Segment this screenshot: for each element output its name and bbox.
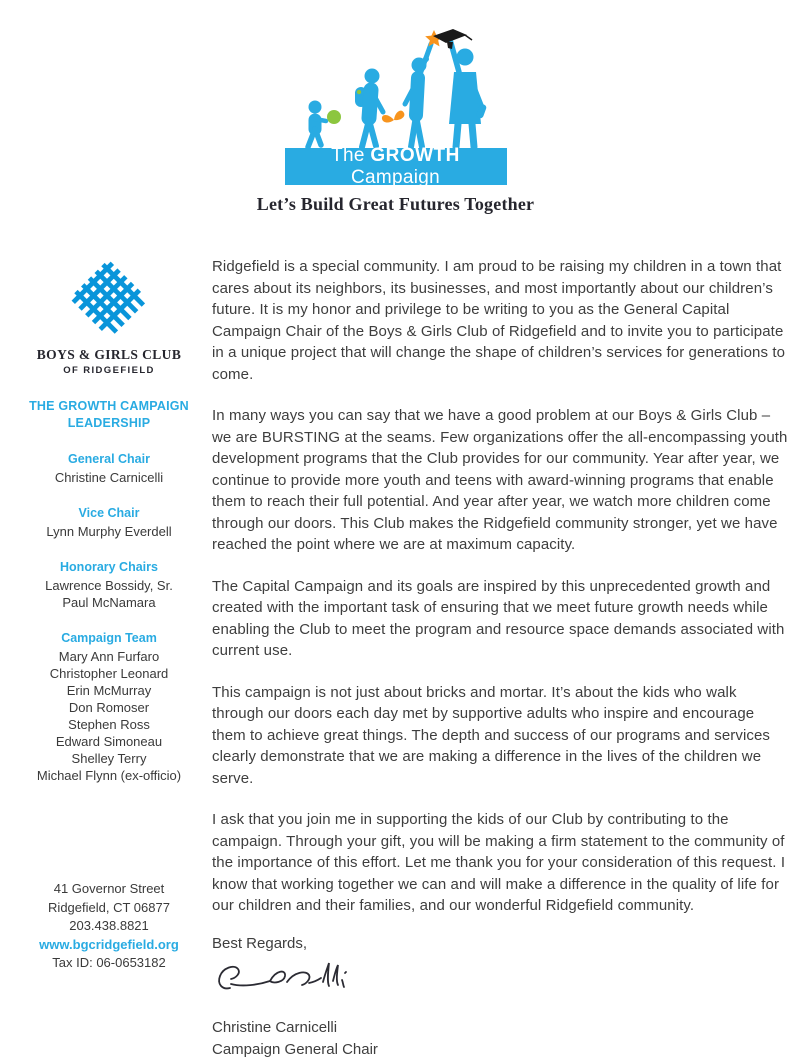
boys-girls-club-hands-icon: [61, 258, 157, 340]
person-name: Michael Flynn (ex-officio): [36, 767, 182, 783]
sidebar-section-general-chair: [16, 452, 202, 486]
website-link[interactable]: www.bgcridgefield.org: [39, 936, 179, 952]
org-subname: OF RIDGEFIELD: [63, 365, 155, 376]
contact-block: [16, 880, 202, 973]
sidebar-section-vice-chair: [16, 506, 202, 540]
campaign-banner: [285, 144, 507, 188]
banner-text: The GROWTH Campaign: [331, 144, 460, 188]
section-title: Campaign Team: [61, 630, 157, 645]
campaign-tagline: Let’s Build Great Futures Together: [256, 194, 535, 214]
tax-id: Tax ID: 06-0653182: [52, 955, 166, 970]
address-city: Ridgefield, CT 06877: [48, 899, 170, 915]
person-name: Lynn Murphy Everdell: [46, 523, 172, 539]
phone-number: 203.438.8821: [69, 918, 149, 933]
letter-paragraph: Ridgefield is a special community. I am proud to be raising my children in a town that cares about its neighbors, its businesses, and most importantly about our children’s future. It is my honor and privilege to be writing to you as the General Capital Campaign Chair of the Boys & Girls Club of Ridgefield and to invite you to participate in a unique project that will change the shape of children’s services for generations to come.: [212, 258, 786, 383]
letter-paragraph: This campaign is not just about bricks and mortar. It’s about the kids who walk through our doors each day met by supportive adults who inspire and encourage them to achieve great things. The depth and success of our programs and services clearly demonstrate that we are making a difference in the lives of the children we serve.: [212, 683, 771, 787]
org-name: BOYS & GIRLS CLUB: [36, 347, 182, 362]
person-name: Christopher Leonard: [49, 665, 169, 681]
person-name: Mary Ann Furfaro: [58, 648, 160, 664]
section-title: General Chair: [68, 451, 150, 466]
letter-paragraph: The Capital Campaign and its goals are inspired by this unprecedented growth and created with the important task of ensuring that we meet future growth needs while enabling the Club to meet the program and resource space demands associated with current use.: [212, 577, 785, 659]
person-name: Lawrence Bossidy, Sr.: [45, 577, 173, 593]
sidebar-section-honorary-chairs: [16, 560, 202, 611]
section-title: Honorary Chairs: [60, 559, 158, 574]
signer-name: Christine Carnicelli: [212, 1018, 338, 1036]
sidebar-heading: THE GROWTH CAMPAIGN LEADERSHIP: [29, 399, 189, 430]
handwritten-signature-icon: [214, 960, 349, 1006]
person-name: Christine Carnicelli: [54, 469, 164, 485]
person-name: Edward Simoneau: [55, 733, 163, 749]
address-street: 41 Governor Street: [53, 881, 165, 896]
letter-closing: Best Regards,: [212, 934, 308, 952]
letterhead: [0, 28, 791, 215]
person-name: Paul McNamara: [62, 594, 156, 610]
person-name: Don Romoser: [68, 699, 150, 715]
letter-paragraph: In many ways you can say that we have a good problem at our Boys & Girls Club – we are BURSTING at the seams. Few organizations offer the all-encompassing youth development programs that the Club provides for our community. Year after year, we continue to provide more youth and teens with award-winning programs that enable them to reach their full potential. And year after year, we watch more children come through our doors. This Club makes the Ridgefield community stronger, yet we have reached the point where we are at maximum capacity.: [212, 407, 788, 553]
growth-children-silhouettes-icon: [281, 28, 511, 152]
section-title: Vice Chair: [78, 505, 140, 520]
sidebar-section-campaign-team: [16, 631, 202, 784]
person-name: Stephen Ross: [68, 716, 150, 732]
sidebar: [16, 258, 202, 784]
letter-body: [212, 256, 788, 1061]
letter-paragraph: I ask that you join me in supporting the kids of our Club by contributing to the campaign. Through your gift, you will be making a firm statement to the community of the importance of this effort. Let me thank you for your consideration of this request. I know that working together we can and will make a difference in the quality of life for our children and their families, and our wonderful Ridgefield community.: [212, 811, 786, 914]
signer-title: Campaign General Chair: [212, 1040, 378, 1058]
bgc-logo: [16, 258, 202, 376]
green-ball-icon: [327, 110, 341, 124]
person-name: Erin McMurray: [66, 682, 152, 698]
person-name: Shelley Terry: [71, 750, 147, 766]
